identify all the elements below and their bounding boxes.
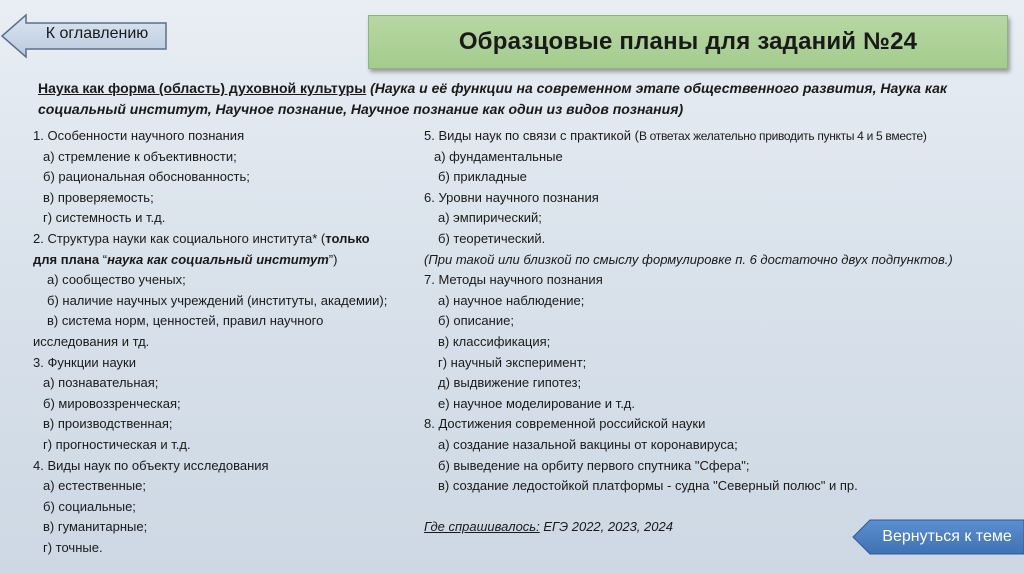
plan-item-8: 8. Достижения современной российской науки	[424, 416, 706, 432]
exam-history-years: ЕГЭ 2022, 2023, 2024	[539, 519, 673, 535]
plan-item-5-note: В ответах желательно приводить пункты 4 и 5 вместе)	[638, 129, 927, 143]
plan-subitem: б) мировоззренческая;	[43, 395, 181, 411]
plan-subitem: б) прикладные	[438, 169, 527, 185]
plan-item-7: 7. Методы научного познания	[424, 272, 603, 288]
plan-subitem: а) создание назальной вакцины от коронавируса;	[438, 436, 738, 452]
return-to-topic-button[interactable]	[852, 519, 1024, 555]
plan-subitem: в) создание ледостойкой платформы - судна "Северный полюс" и пр.	[438, 478, 858, 494]
plan-item-2-emphasis: наука как социальный институт	[107, 251, 329, 267]
plan-item-3: 3. Функции науки	[33, 354, 136, 370]
plan-subitem: в) производственная;	[43, 416, 173, 432]
plan-subitem-continuation: исследования и тд.	[33, 333, 150, 349]
plan-subitem: а) научное наблюдение;	[438, 292, 585, 308]
spacer	[424, 497, 1014, 518]
title-banner	[368, 15, 1008, 69]
exam-history-label: Где спрашивалось:	[424, 519, 540, 535]
plan-subitem: б) социальные;	[43, 498, 136, 514]
plan-subitem: б) выведение на орбиту первого спутника "Сфера";	[438, 457, 750, 473]
plan-item-6-note: (При такой или близкой по смыслу формулировке п. 6 достаточно двух подпунктов.)	[424, 251, 953, 267]
topic-subtitle	[38, 78, 998, 120]
plan-subitem: а) стремление к объективности;	[43, 148, 237, 164]
plan-subitem: в) система норм, ценностей, правил научного	[47, 313, 324, 329]
back-to-contents-button[interactable]	[0, 13, 170, 59]
plan-subitem: а) сообщество ученых;	[47, 272, 186, 288]
plan-item-2-cont	[33, 250, 418, 271]
plan-item-6: 6. Уровни научного познания	[424, 189, 599, 205]
plan-subitem: б) наличие научных учреждений (институты, академии);	[47, 292, 388, 308]
left-plan-column	[33, 126, 418, 558]
quote-open: “	[102, 251, 108, 267]
plan-item-2-text: 2. Структура науки как социального института* (	[33, 230, 326, 246]
plan-item-2-only: только	[325, 230, 370, 246]
plan-subitem: д) выдвижение гипотез;	[438, 375, 582, 391]
plan-subitem: г) точные.	[43, 539, 103, 555]
plan-subitem: а) познавательная;	[43, 375, 159, 391]
topic-details: (Наука и её функции на современном этапе общественного развития, Наука как социальный институт, Научное познание, Научное познание как один из видов познания)	[38, 80, 947, 117]
plan-subitem: е) научное моделирование и т.д.	[438, 395, 635, 411]
plan-subitem: а) естественные;	[43, 478, 146, 494]
plan-item-1: 1. Особенности научного познания	[33, 128, 245, 143]
plan-item-5	[424, 126, 1014, 147]
plan-subitem: а) эмпирический;	[438, 210, 542, 226]
plan-item-5-text: 5. Виды наук по связи с практикой (	[424, 128, 639, 143]
quote-close: ”)	[328, 251, 338, 267]
return-to-topic-label: Вернуться к теме	[882, 528, 1012, 545]
plan-item-4: 4. Виды наук по объекту исследования	[33, 457, 269, 473]
right-plan-column	[424, 126, 1014, 538]
plan-item-2-for-plan: для плана	[33, 251, 103, 267]
plan-subitem: в) гуманитарные;	[43, 519, 148, 535]
plan-subitem: г) научный эксперимент;	[438, 354, 587, 370]
plan-subitem: в) проверяемость;	[43, 189, 154, 205]
plan-subitem: г) системность и т.д.	[43, 210, 166, 226]
topic-name: Наука как форма (область) духовной культуры	[38, 80, 367, 96]
plan-subitem: б) рациональная обоснованность;	[43, 169, 250, 185]
plan-subitem: г) прогностическая и т.д.	[43, 436, 191, 452]
plan-subitem: б) теоретический.	[438, 230, 546, 246]
plan-subitem: а) фундаментальные	[434, 148, 563, 164]
page-title: Образцовые планы для заданий №24	[458, 28, 918, 55]
back-to-contents-label: К оглавлению	[45, 25, 149, 42]
plan-item-2	[33, 229, 418, 250]
plan-subitem: в) классификация;	[438, 333, 551, 349]
plan-subitem: б) описание;	[438, 313, 514, 329]
